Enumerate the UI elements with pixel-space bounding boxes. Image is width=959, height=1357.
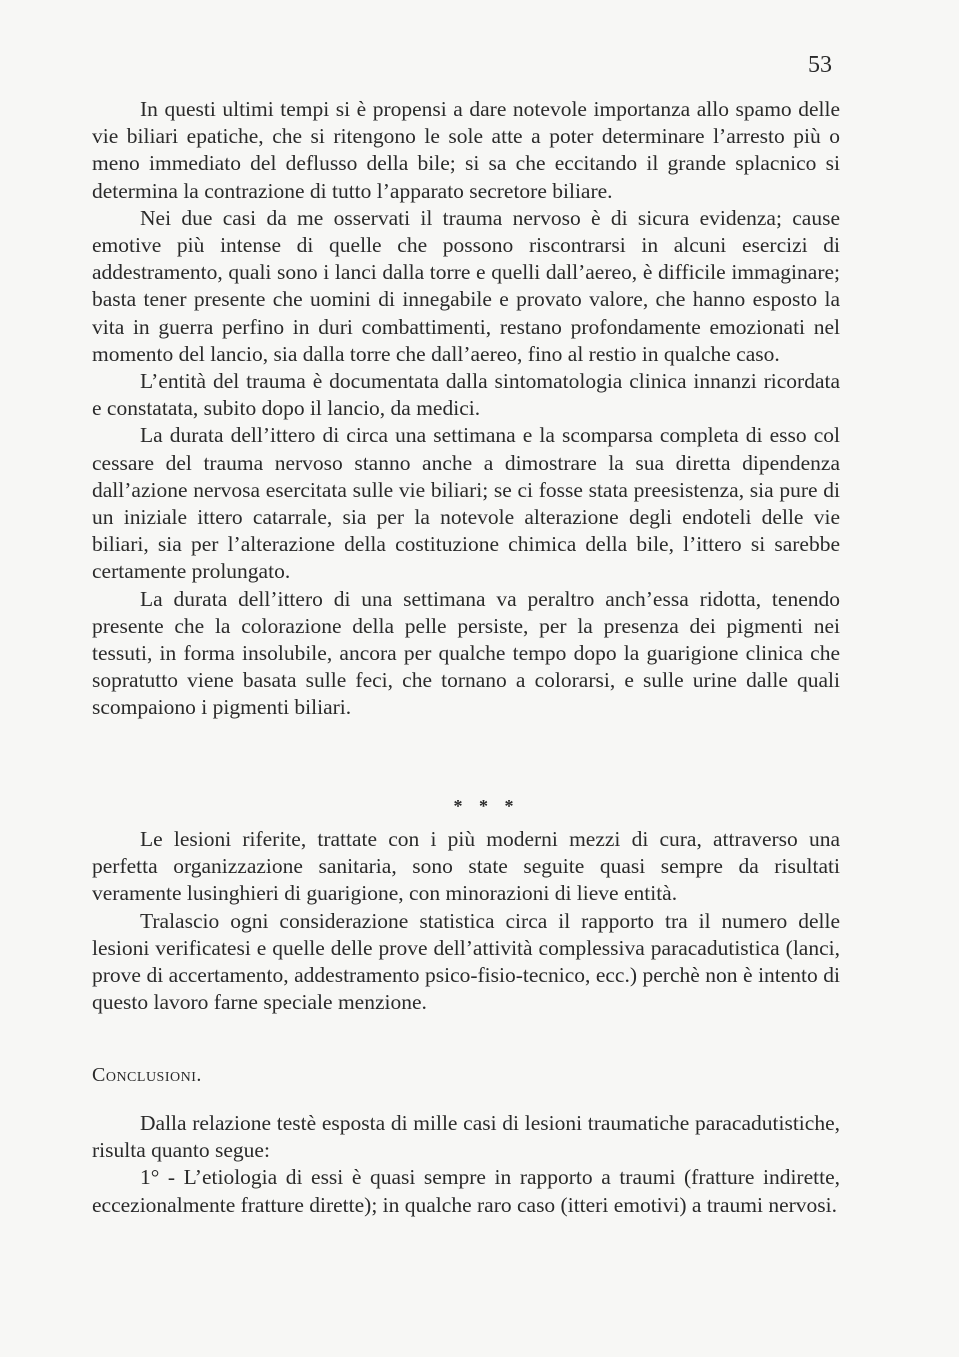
paragraph: La durata dell’ittero di circa una settimana e la scomparsa completa di esso col cessare del trauma nervoso stanno anche a dimostrare la sua diretta dipendenza dall’azione nervosa esercitata sulle vie biliari; se ci fosse stata preesistenza, sia pure di un iniziale ittero catarrale, sia per la notevole alterazione degli endoteli delle vie biliari, sia per l’alterazione della costituzione chimica della bile, l’ittero si sarebbe certamente prolungato.	[92, 423, 840, 584]
paragraph: Tralascio ogni considerazione statistica circa il rapporto tra il numero delle lesioni verificatesi e quelle delle prove dell’attività complessiva paracadutistica (lanci, prove di accertamento, addestramento psico-fisio-tecnico, ecc.) perchè non è intento di questo lavoro farne speciale menzione.	[92, 908, 840, 1015]
paragraph: L’entità del trauma è documentata dalla sintomatologia clinica innanzi ricordata e constatata, subito dopo il lancio, da medici.	[92, 369, 840, 421]
section-heading: Conclusioni.	[92, 1064, 202, 1086]
paragraph: La durata dell’ittero di una settimana va peraltro anch’essa ridotta, tenendo presente che la colorazione della pelle persiste, per la presenza dei pigmenti nei tessuti, in forma insolubile, ancora per qualche tempo dopo la guarigione clinica che sopratutto viene basata sulle feci, che tornano a colorarsi, e sulle urine dalle quali scompaiono i pigmenti biliari.	[92, 586, 840, 720]
paragraph: Dalla relazione testè esposta di mille casi di lesioni traumatiche paracadutistiche, risulta quanto segue:	[92, 1111, 840, 1163]
paragraph: In questi ultimi tempi si è propensi a dare notevole importanza allo spamo delle vie biliari epatiche, che si ritengono le sole atte a poter determinare l’arresto più o meno immediato del deflusso della bile; si sa che eccitando il grande splacnico si determina la contrazione di tutto l’apparato secretore biliare.	[92, 97, 840, 203]
list-item: 1° - L’etiologia di essi è quasi sempre in rapporto a traumi (fratture indirette, eccezionalmente fratture dirette); in qualche raro caso (itteri emotivi) a traumi nervosi.	[92, 1165, 840, 1217]
section-separator: * * *	[453, 796, 520, 816]
paragraph: Nei due casi da me osservati il trauma nervoso è di sicura evidenza; cause emotive più intense di quelle che possono riscontrarsi in alcuni esercizi di addestramento, quali sono i lanci dalla torre e quelli dall’aereo, è difficile immaginare; basta tener presente che uomini di innegabile e provato valore, che hanno esposto la vita in guerra perfino in duri combattimenti, restano profondamente emozionati nel momento del lancio, sia dalla torre che dall’aereo, fino al restio in qualche caso.	[92, 205, 840, 366]
page-number: 53	[808, 52, 832, 78]
conclusions-text-block	[92, 1110, 840, 1219]
closing-text-block	[92, 826, 840, 1016]
paragraph: Le lesioni riferite, trattate con i più moderni mezzi di cura, attraverso una perfetta organizzazione sanitaria, sono state seguite quasi sempre da risultati veramente lusinghieri di guarigione, con minorazioni di lieve entità.	[92, 827, 840, 906]
main-text-block	[92, 96, 840, 722]
